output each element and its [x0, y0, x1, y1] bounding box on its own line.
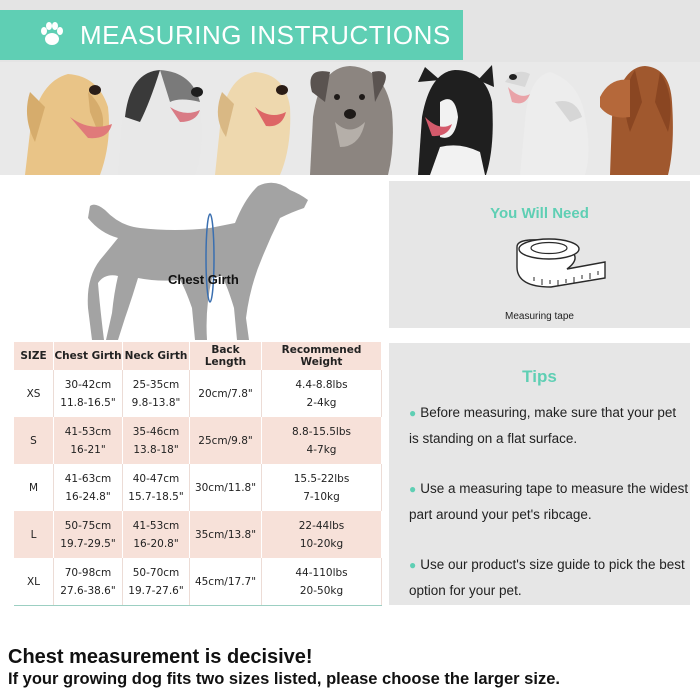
you-will-need-title: You Will Need — [490, 205, 589, 222]
back-cell: 30cm/11.8" — [190, 464, 262, 511]
size-chart-table — [14, 342, 382, 606]
weight-cell: 22-44lbs 10-20kg — [262, 511, 382, 558]
dog-photo-white-puppy — [505, 72, 589, 175]
dog-photo-yellow-lab — [215, 72, 290, 175]
header-back-length: Back Length — [190, 342, 262, 370]
table-header-row — [14, 342, 382, 370]
weight-cell: 15.5-22lbs 7-10kg — [262, 464, 382, 511]
dog-silhouette — [88, 183, 308, 340]
neck-cell: 35-46cm 13.8-18" — [123, 417, 190, 464]
weight-cell: 44-110lbs 20-50kg — [262, 558, 382, 606]
tip-item: ● Use our product's size guide to pick the best option for your pet. — [409, 557, 685, 598]
tip-item: ● Use a measuring tape to measure the widest part around your pet's ribcage. — [409, 481, 689, 522]
table-row — [14, 417, 382, 464]
chest-cell: 70-98cm 27.6-38.6" — [54, 558, 123, 606]
header-recommended-weight: Recommened Weight — [262, 342, 382, 370]
banner-title: MEASURING INSTRUCTIONS — [80, 20, 451, 50]
neck-cell: 25-35cm 9.8-13.8" — [123, 370, 190, 417]
neck-cell: 40-47cm 15.7-18.5" — [123, 464, 190, 511]
chest-cell: 41-63cm 16-24.8" — [54, 464, 123, 511]
table-row — [14, 464, 382, 511]
dog-photos-row — [0, 62, 700, 175]
size-cell: S — [14, 417, 54, 464]
dog-photo-scruffy-terrier — [310, 66, 393, 175]
size-cell: XS — [14, 370, 54, 417]
back-cell: 45cm/17.7" — [190, 558, 262, 606]
chest-girth-label: Chest Girth — [168, 272, 239, 287]
dog-silhouette-figure — [0, 178, 385, 343]
weight-cell: 8.8-15.5lbs 4-7kg — [262, 417, 382, 464]
chest-cell: 30-42cm 11.8-16.5" — [54, 370, 123, 417]
decisive-heading: Chest measurement is decisive! — [8, 646, 313, 668]
header-neck-girth: Neck Girth — [123, 342, 190, 370]
neck-cell: 50-70cm 19.7-27.6" — [123, 558, 190, 606]
back-cell: 25cm/9.8" — [190, 417, 262, 464]
neck-cell: 41-53cm 16-20.8" — [123, 511, 190, 558]
size-cell: XL — [14, 558, 54, 606]
chest-cell: 41-53cm 16-21" — [54, 417, 123, 464]
you-will-need-panel — [389, 181, 690, 328]
tips-title: Tips — [522, 367, 557, 386]
measuring-tape-label: Measuring tape — [505, 311, 574, 322]
header-banner — [0, 10, 463, 60]
table-row — [14, 370, 382, 417]
table-row — [14, 558, 382, 606]
tip-item: ● Before measuring, make sure that your pet is standing on a flat surface. — [409, 405, 677, 446]
header-size: SIZE — [14, 342, 54, 370]
header-chest-girth: Chest Girth — [54, 342, 123, 370]
size-cell: L — [14, 511, 54, 558]
back-cell: 35cm/13.8" — [190, 511, 262, 558]
growing-dog-note: If your growing dog fits two sizes listed, please choose the larger size. — [8, 670, 560, 688]
dog-photo-vizsla — [600, 66, 673, 175]
bullet-icon: ● — [409, 482, 417, 496]
dog-photo-border-collie-merle — [118, 70, 203, 175]
paw-icon — [36, 18, 68, 50]
measuring-tape-icon — [509, 233, 609, 293]
table-row — [14, 511, 382, 558]
tips-panel — [389, 343, 690, 605]
size-cell: M — [14, 464, 54, 511]
dog-photo-black-white-collie — [418, 65, 494, 175]
bullet-icon: ● — [409, 406, 417, 420]
back-cell: 20cm/7.8" — [190, 370, 262, 417]
dog-photo-golden-retriever — [25, 74, 112, 175]
bullet-icon: ● — [409, 558, 417, 572]
weight-cell: 4.4-8.8lbs 2-4kg — [262, 370, 382, 417]
chest-cell: 50-75cm 19.7-29.5" — [54, 511, 123, 558]
